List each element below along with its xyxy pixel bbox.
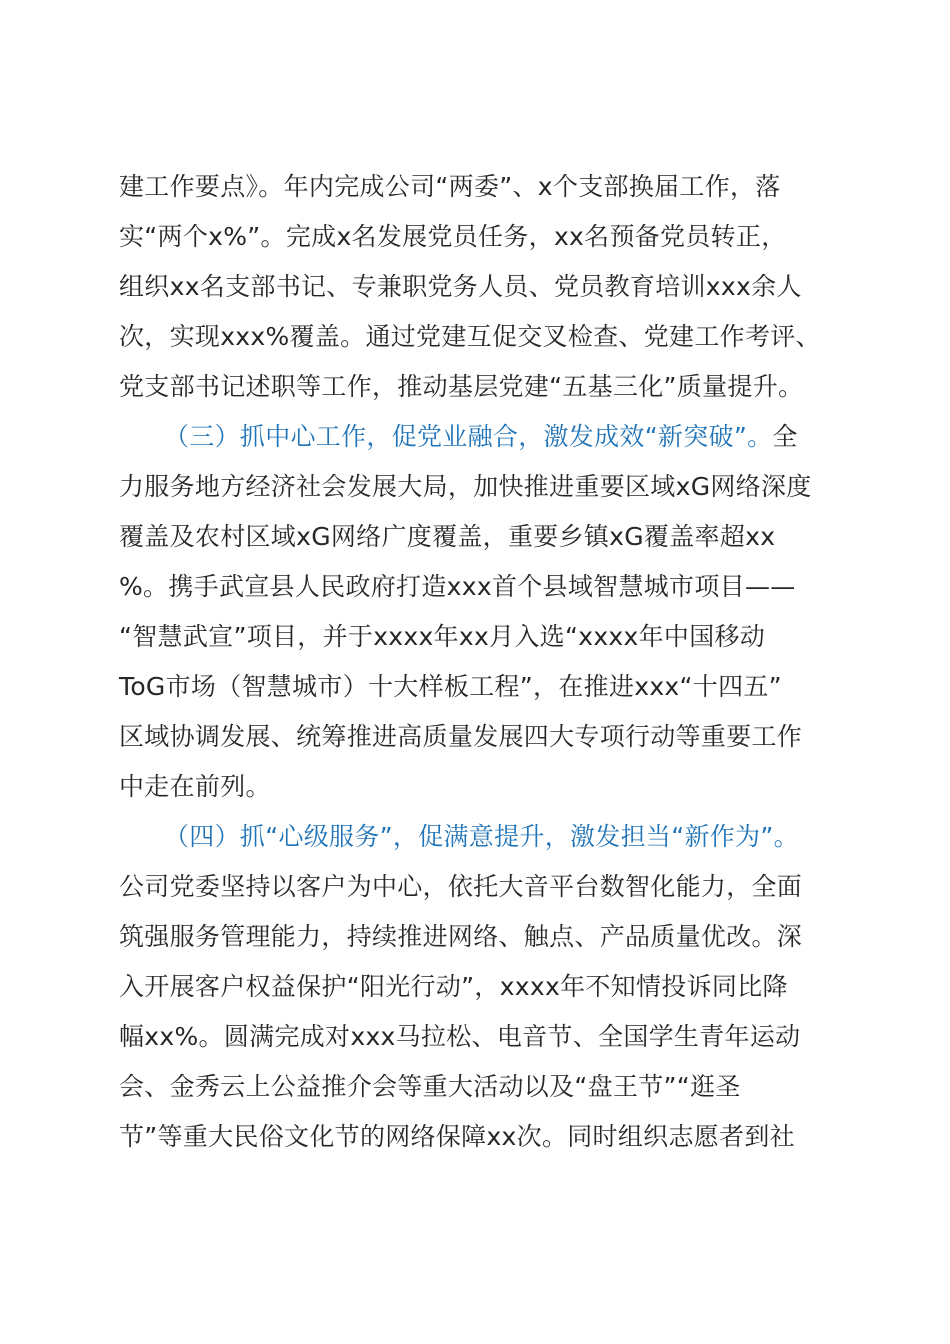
paragraph-1-line: 建工作要点》。年内完成公司“两委”、x个支部换届工作，落 [119,172,781,201]
paragraph-3-line: 会、金秀云上公益推介会等重大活动以及“盘王节”“逛圣 [119,1072,741,1101]
paragraph-2-first-line-tail: 全 [772,422,798,451]
paragraph-2-line: 覆盖及农村区域xG网络广度覆盖，重要乡镇xG覆盖率超xx [119,522,776,551]
paragraph-2-line: %。携手武宣县人民政府打造xxx首个县域智慧城市项目—— [119,572,796,601]
paragraph-1-line: 次，实现xxx%覆盖。通过党建互促交叉检查、党建工作考评、 [119,322,821,351]
paragraph-2-first-line [164,422,884,452]
paragraph-2-line: “智慧武宣”项目，并于xxxx年xx月入选“xxxx年中国移动 [119,622,766,651]
paragraph-2-line: 区域协调发展、统筹推进高质量发展四大专项行动等重要工作 [119,722,803,751]
paragraph-1-line: 实“两个x%”。完成x名发展党员任务，xx名预备党员转正， [119,222,787,251]
paragraph-3-line: 入开展客户权益保护“阳光行动”，xxxx年不知情投诉同比降 [119,972,788,1001]
section-heading-4: （四）抓“心级服务”，促满意提升，激发担当“新作为”。 [164,822,799,851]
paragraph-2-line: 中走在前列。 [119,772,271,801]
paragraph-3-line: 公司党委坚持以客户为中心，依托大音平台数智化能力，全面 [119,872,803,901]
paragraph-1-line: 党支部书记述职等工作，推动基层党建“五基三化”质量提升。 [119,372,804,401]
section-heading-3: （三）抓中心工作，促党业融合，激发成效“新突破”。 [164,422,773,451]
paragraph-2-line: ToG市场（智慧城市）十大样板工程”，在推进xxx“十四五” [119,672,782,701]
paragraph-3-line: 节”等重大民俗文化节的网络保障xx次。同时组织志愿者到社 [119,1122,795,1151]
paragraph-2-line: 力服务地方经济社会发展大局，加快推进重要区域xG网络深度 [119,472,812,501]
paragraph-1-line: 组织xx名支部书记、专兼职党务人员、党员教育培训xxx余人 [119,272,802,301]
paragraph-3-line: 幅xx%。圆满完成对xxx马拉松、电音节、全国学生青年运动 [119,1022,801,1051]
paragraph-3-line: 筑强服务管理能力，持续推进网络、触点、产品质量优改。深 [119,922,803,951]
